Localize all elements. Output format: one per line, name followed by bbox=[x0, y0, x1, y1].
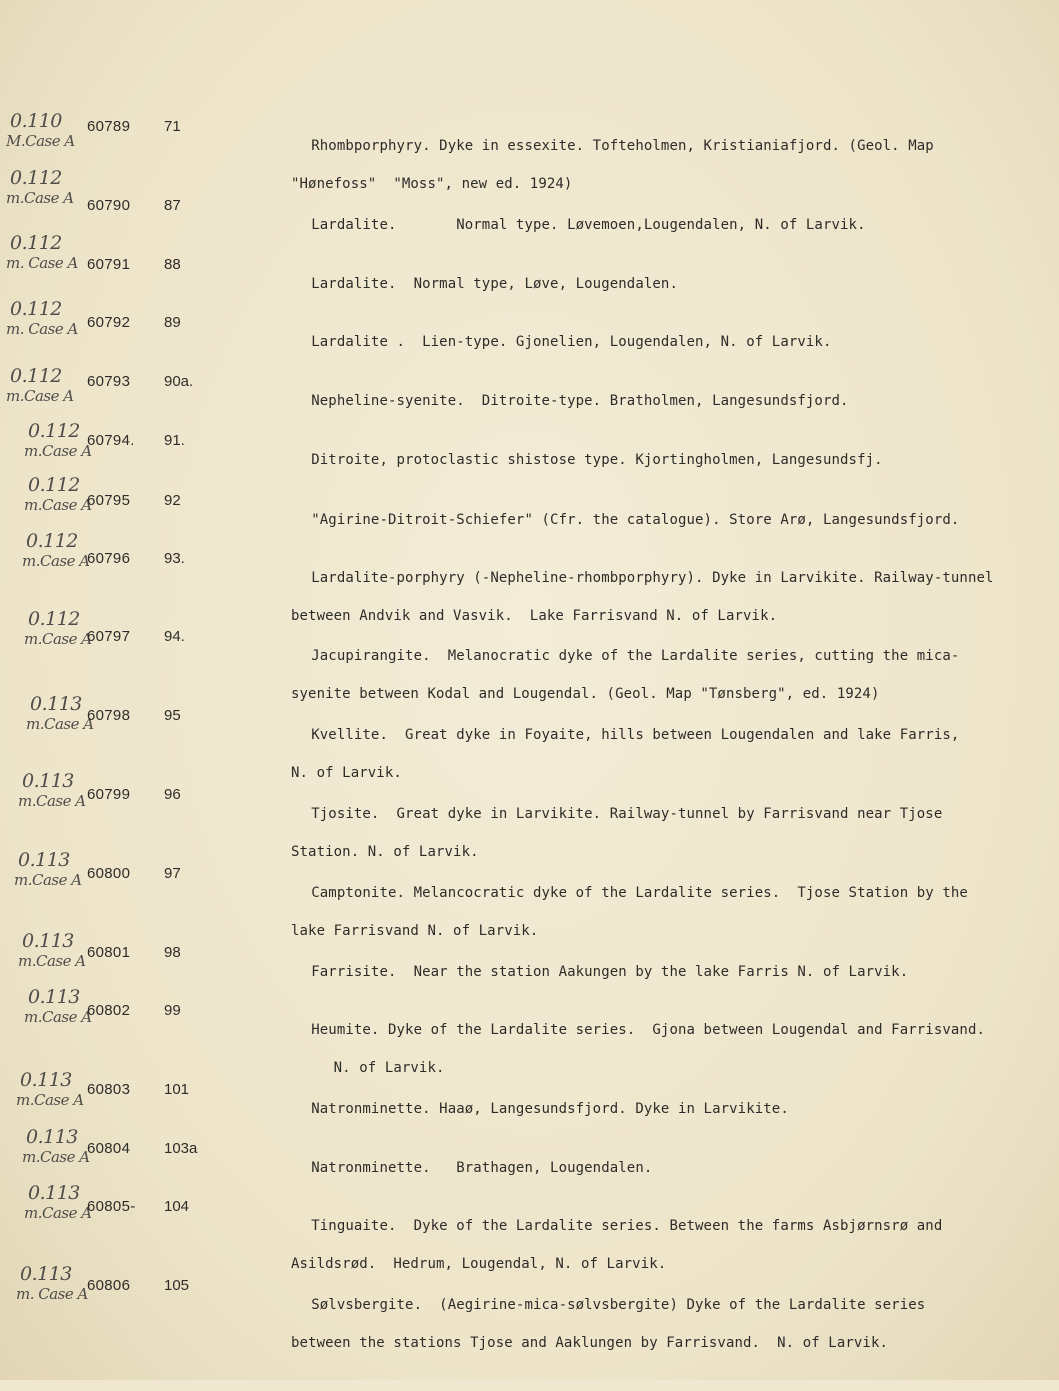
specimen-number: 60798 bbox=[87, 707, 131, 724]
description-line: lake Farrisvand N. of Larvik. bbox=[291, 923, 539, 939]
description-line: Heumite. Dyke of the Lardalite series. Gjona between Lougendal and Farrisvand. bbox=[311, 1022, 986, 1038]
handwritten-case: m.Case A bbox=[16, 1091, 84, 1109]
specimen-number: 60793 bbox=[87, 373, 131, 390]
handwritten-id: 0.113 bbox=[22, 930, 74, 952]
description-line: between the stations Tjose and Aaklungen by Farrisvand. N. of Larvik. bbox=[291, 1335, 889, 1351]
handwritten-id: 0.112 bbox=[10, 232, 62, 254]
reference-number: 71 bbox=[164, 118, 181, 135]
reference-number: 98 bbox=[164, 944, 181, 961]
handwritten-id: 0.112 bbox=[10, 167, 62, 189]
handwritten-id: 0.112 bbox=[26, 530, 78, 552]
handwritten-annotation bbox=[6, 110, 90, 150]
specimen-number: 60795 bbox=[87, 492, 131, 509]
description-line: Lardalite . Lien-type. Gjonelien, Lougendalen, N. of Larvik. bbox=[311, 334, 832, 350]
specimen-number: 60801 bbox=[87, 944, 131, 961]
handwritten-id: 0.113 bbox=[20, 1263, 72, 1285]
handwritten-annotation bbox=[14, 849, 98, 889]
specimen-number: 60802 bbox=[87, 1002, 131, 1019]
reference-number: 95 bbox=[164, 707, 181, 724]
handwritten-case: m. Case A bbox=[16, 1285, 88, 1303]
handwritten-id: 0.113 bbox=[26, 1126, 78, 1148]
description-line: Lardalite-porphyry (-Nepheline-rhombporphyry). Dyke in Larvikite. Railway-tunnel bbox=[311, 570, 994, 586]
description-line: Nepheline-syenite. Ditroite-type. Bratholmen, Langesundsfjord. bbox=[311, 393, 849, 409]
reference-number: 94. bbox=[164, 628, 185, 645]
handwritten-case: m.Case A bbox=[14, 871, 82, 889]
handwritten-case: m.Case A bbox=[26, 715, 94, 733]
reference-number: 89 bbox=[164, 314, 181, 331]
handwritten-case: m.Case A bbox=[18, 792, 86, 810]
reference-number: 90a. bbox=[164, 373, 194, 390]
description-line: Lardalite. Normal type. Løvemoen,Lougendalen, N. of Larvik. bbox=[311, 217, 866, 233]
handwritten-id: 0.113 bbox=[22, 770, 74, 792]
handwritten-id: 0.113 bbox=[30, 693, 82, 715]
description-line: Camptonite. Melancocratic dyke of the Lardalite series. Tjose Station by the bbox=[311, 885, 968, 901]
reference-number: 93. bbox=[164, 550, 185, 567]
reference-number: 105 bbox=[164, 1277, 190, 1294]
reference-number: 88 bbox=[164, 256, 181, 273]
description-line: Tjosite. Great dyke in Larvikite. Railway-tunnel by Farrisvand near Tjose bbox=[311, 806, 943, 822]
specimen-number: 60805- bbox=[87, 1198, 136, 1215]
description-line: Natronminette. Haaø, Langesundsfjord. Dyke in Larvikite. bbox=[311, 1101, 789, 1117]
description-line: Station. N. of Larvik. bbox=[291, 844, 479, 860]
handwritten-case: m.Case A bbox=[6, 189, 74, 207]
handwritten-id: 0.112 bbox=[28, 474, 80, 496]
description-line: Farrisite. Near the station Aakungen by the lake Farris N. of Larvik. bbox=[311, 964, 909, 980]
description-line: Tinguaite. Dyke of the Lardalite series. Between the farms Asbjørnsrø and bbox=[311, 1218, 943, 1234]
handwritten-case: m. Case A bbox=[6, 254, 78, 272]
description-line: Ditroite, protoclastic shistose type. Kjortingholmen, Langesundsfj. bbox=[311, 452, 883, 468]
reference-number: 99 bbox=[164, 1002, 181, 1019]
handwritten-id: 0.113 bbox=[20, 1069, 72, 1091]
handwritten-case: m.Case A bbox=[18, 952, 86, 970]
handwritten-id: 0.113 bbox=[28, 1182, 80, 1204]
handwritten-case: m. Case A bbox=[6, 320, 78, 338]
handwritten-annotation bbox=[6, 167, 90, 207]
description-line: Jacupirangite. Melanocratic dyke of the Lardalite series, cutting the mica- bbox=[311, 648, 960, 664]
handwritten-case: m.Case A bbox=[6, 387, 74, 405]
specimen-number: 60792 bbox=[87, 314, 131, 331]
description-line: between Andvik and Vasvik. Lake Farrisvand N. of Larvik. bbox=[291, 608, 778, 624]
description-line: Rhombporphyry. Dyke in essexite. Tofteholmen, Kristianiafjord. (Geol. Map bbox=[311, 138, 934, 154]
handwritten-id: 0.112 bbox=[10, 298, 62, 320]
reference-number: 104 bbox=[164, 1198, 190, 1215]
specimen-number: 60797 bbox=[87, 628, 131, 645]
handwritten-id: 0.113 bbox=[28, 986, 80, 1008]
description-line: Natronminette. Brathagen, Lougendalen. bbox=[311, 1160, 653, 1176]
description-line: Lardalite. Normal type, Løve, Lougendalen. bbox=[311, 276, 678, 292]
reference-number: 92 bbox=[164, 492, 181, 509]
reference-number: 103a bbox=[164, 1140, 198, 1157]
reference-number: 87 bbox=[164, 197, 181, 214]
description-line: N. of Larvik. bbox=[291, 765, 402, 781]
description-line: Sølvsbergite. (Aegirine-mica-sølvsbergite) Dyke of the Lardalite series bbox=[311, 1297, 926, 1313]
specimen-number: 60799 bbox=[87, 786, 131, 803]
handwritten-case: M.Case A bbox=[6, 132, 75, 150]
reference-number: 97 bbox=[164, 865, 181, 882]
reference-number: 96 bbox=[164, 786, 181, 803]
reference-number: 91. bbox=[164, 432, 185, 449]
specimen-number: 60790 bbox=[87, 197, 131, 214]
handwritten-case: m.Case A bbox=[24, 1008, 92, 1026]
handwritten-case: m.Case A bbox=[24, 1204, 92, 1222]
specimen-number: 60791 bbox=[87, 256, 131, 273]
handwritten-id: 0.112 bbox=[28, 608, 80, 630]
specimen-description bbox=[243, 1277, 1033, 1391]
description-line: syenite between Kodal and Lougendal. (Geol. Map "Tønsberg", ed. 1924) bbox=[291, 686, 880, 702]
specimen-number: 60789 bbox=[87, 118, 131, 135]
handwritten-annotation bbox=[6, 298, 90, 338]
specimen-number: 60800 bbox=[87, 865, 131, 882]
description-line: N. of Larvik. bbox=[291, 1060, 445, 1076]
handwritten-id: 0.110 bbox=[10, 110, 62, 132]
handwritten-id: 0.113 bbox=[18, 849, 70, 871]
description-line: "Hønefoss" "Moss", new ed. 1924) bbox=[291, 176, 573, 192]
specimen-number: 60804 bbox=[87, 1140, 131, 1157]
handwritten-id: 0.112 bbox=[28, 420, 80, 442]
handwritten-case: m.Case A bbox=[24, 496, 92, 514]
handwritten-case: m.Case A bbox=[22, 552, 90, 570]
handwritten-annotation bbox=[6, 232, 90, 272]
handwritten-annotation bbox=[6, 365, 90, 405]
handwritten-case: m.Case A bbox=[24, 630, 92, 648]
reference-number: 101 bbox=[164, 1081, 190, 1098]
description-line: Asildsrød. Hedrum, Lougendal, N. of Larvik. bbox=[291, 1256, 667, 1272]
specimen-number: 60803 bbox=[87, 1081, 131, 1098]
handwritten-case: m.Case A bbox=[24, 442, 92, 460]
specimen-number: 60796 bbox=[87, 550, 131, 567]
specimen-number: 60806 bbox=[87, 1277, 131, 1294]
description-line: Kvellite. Great dyke in Foyaite, hills between Lougendalen and lake Farris, bbox=[311, 727, 960, 743]
handwritten-id: 0.112 bbox=[10, 365, 62, 387]
specimen-number: 60794. bbox=[87, 432, 135, 449]
description-line: "Agirine-Ditroit-Schiefer" (Cfr. the catalogue). Store Arø, Langesundsfjord. bbox=[311, 512, 960, 528]
handwritten-case: m.Case A bbox=[22, 1148, 90, 1166]
